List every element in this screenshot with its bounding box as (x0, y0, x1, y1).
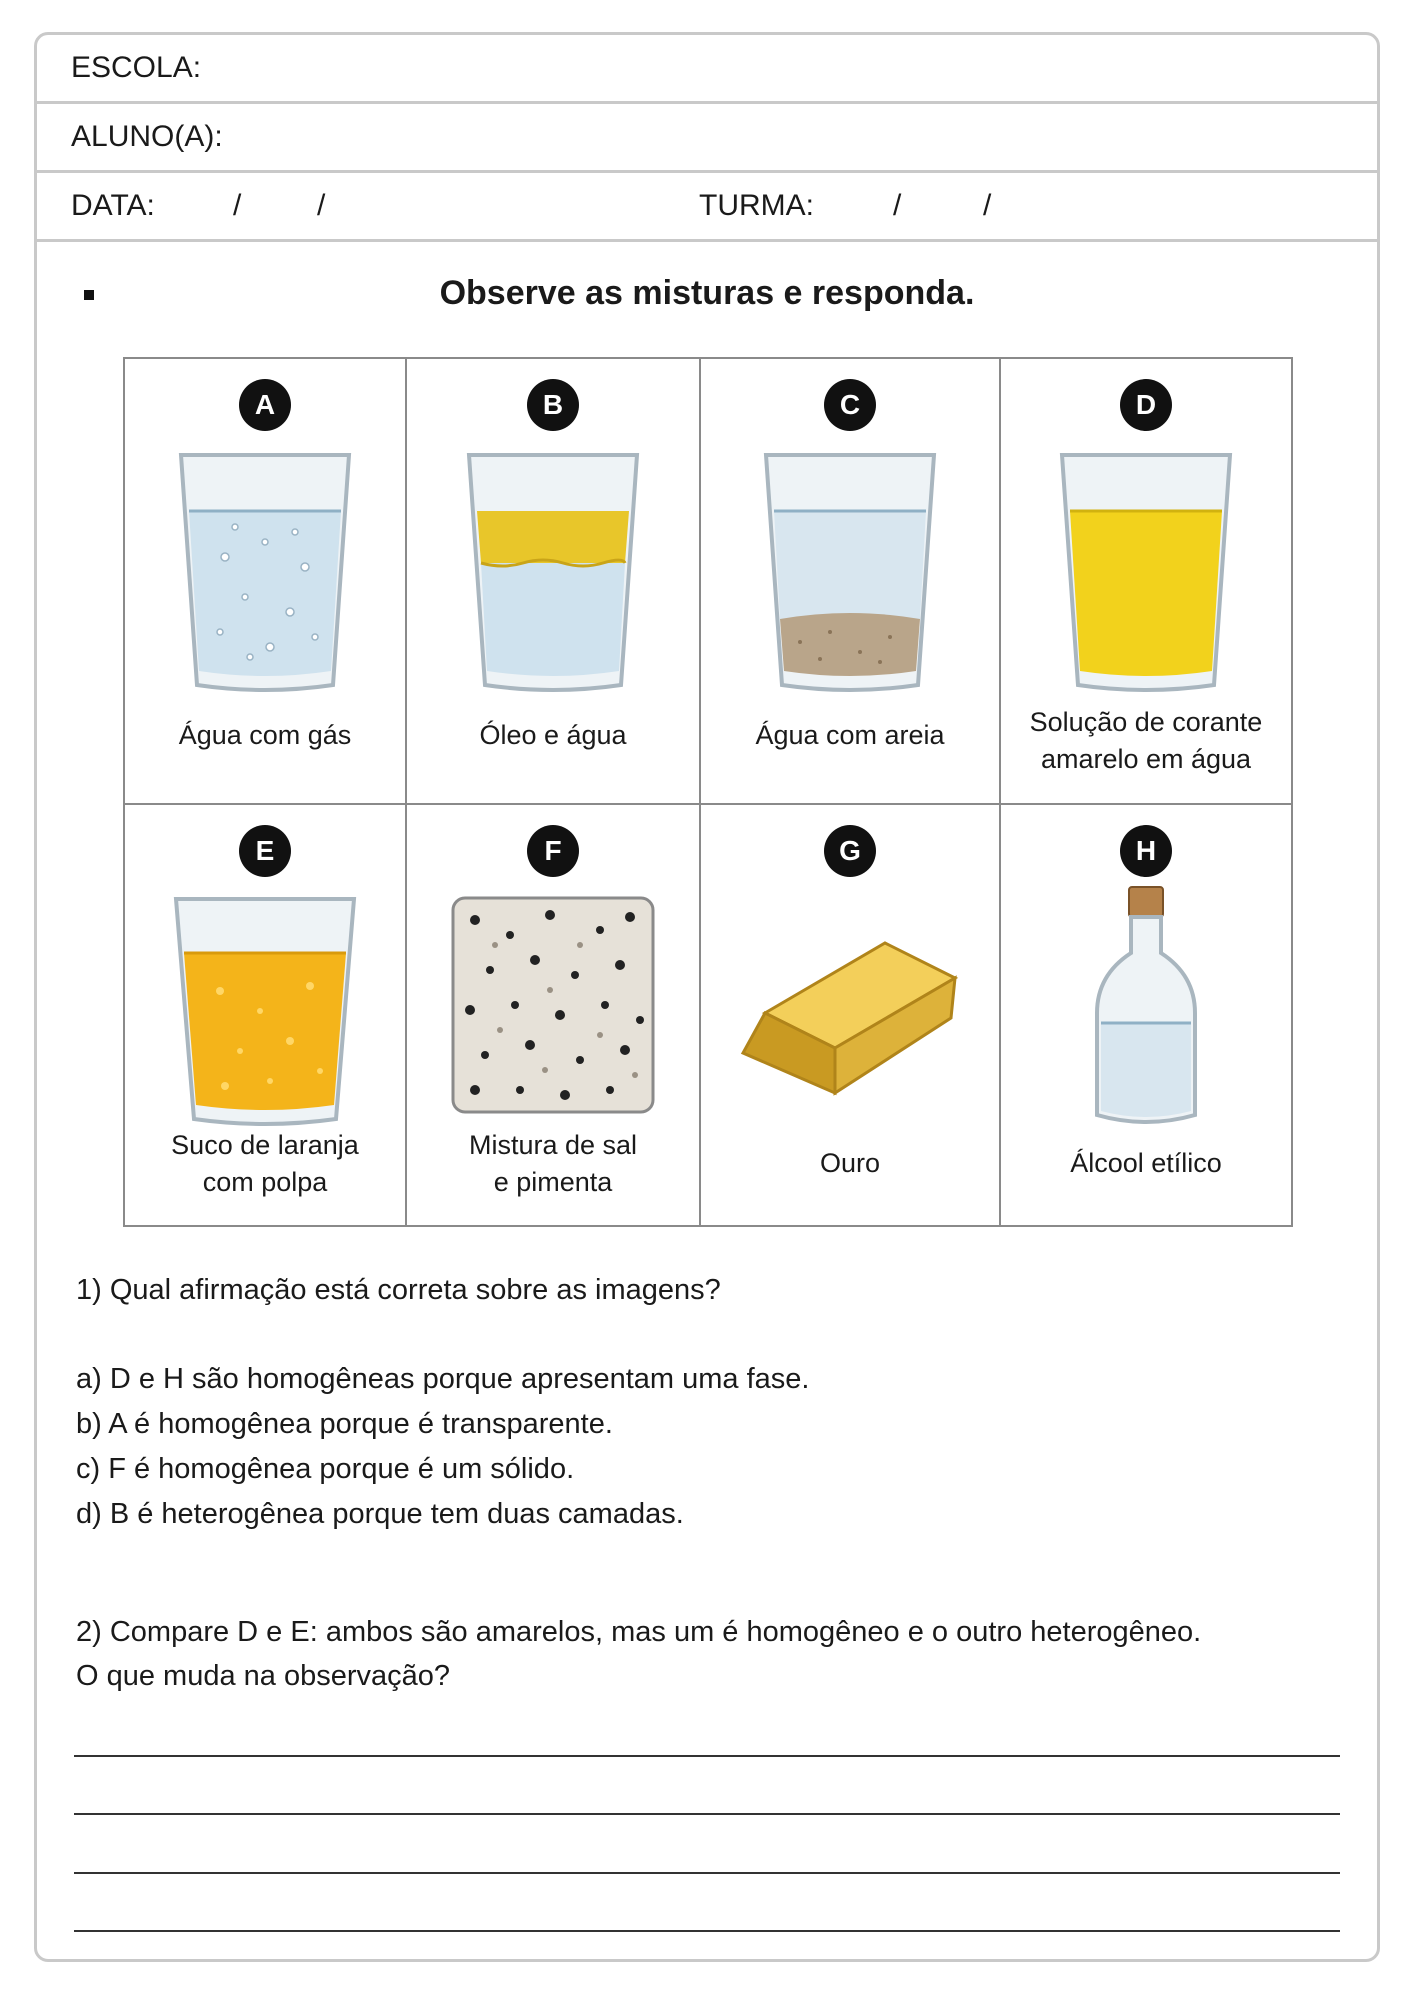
caption-line: Álcool etílico (1070, 1148, 1222, 1178)
mixtures-grid (123, 357, 1293, 1227)
letter-badge-c: C (824, 379, 876, 431)
class-label: TURMA: (699, 189, 814, 222)
water-with-sand-glass-icon (760, 447, 940, 702)
caption-line: Mistura de sal (468, 1130, 638, 1160)
school-row (37, 35, 1377, 104)
question-1-prompt: 1) Qual afirmação está correta sobre as imagens? (76, 1274, 721, 1306)
mixture-cell-b (406, 358, 700, 804)
student-label: ALUNO(A): (71, 120, 223, 153)
letter-badge-g: G (824, 825, 876, 877)
mixture-caption-f (407, 1127, 699, 1201)
caption-line: Óleo e água (479, 720, 627, 750)
yellow-solution-glass-icon (1056, 447, 1236, 702)
mixture-caption-d (1001, 704, 1291, 778)
mixture-cell-d (1000, 358, 1292, 804)
mixture-caption-c (701, 717, 999, 754)
salt-and-pepper-icon (450, 895, 656, 1120)
caption-line: Água com gás (178, 720, 352, 750)
caption-line: Suco de laranja (171, 1130, 359, 1160)
caption-line: Água com areia (755, 720, 945, 750)
orange-juice-glass-icon (170, 891, 360, 1136)
mixture-cell-h (1000, 804, 1292, 1226)
school-label: ESCOLA: (71, 51, 202, 84)
sparkling-water-glass-icon (175, 447, 355, 702)
alcohol-bottle-icon (1091, 883, 1201, 1138)
letter-badge-e: E (239, 825, 291, 877)
gold-bar-icon (735, 923, 965, 1108)
answer-line[interactable] (74, 1755, 1340, 1757)
letter-badge-b: B (527, 379, 579, 431)
date-label: DATA: (71, 189, 155, 222)
letter-badge-h: H (1120, 825, 1172, 877)
mixture-caption-a (125, 717, 405, 754)
caption-line: amarelo em água (1040, 744, 1252, 774)
question-1-option-d: d) B é heterogênea porque tem duas camadas. (76, 1498, 684, 1530)
mixture-caption-e (125, 1127, 405, 1201)
mixture-cell-a (124, 358, 406, 804)
date-slash: / (317, 189, 326, 222)
class-slash: / (893, 189, 902, 222)
question-1-option-c: c) F é homogênea porque é um sólido. (76, 1453, 575, 1485)
date-slash: / (233, 189, 242, 222)
mixture-cell-f (406, 804, 700, 1226)
mixture-caption-g (701, 1145, 999, 1182)
date-row (37, 173, 1377, 242)
question-1-option-a: a) D e H são homogêneas porque apresentam uma fase. (76, 1363, 810, 1395)
caption-line: Solução de corante (1029, 707, 1263, 737)
mixture-caption-b (407, 717, 699, 754)
question-2-prompt: 2) Compare D e E: ambos são amarelos, mas um é homogêneo e o outro heterogêneo. (76, 1616, 1202, 1648)
answer-line[interactable] (74, 1872, 1340, 1874)
caption-line: com polpa (202, 1167, 328, 1197)
caption-line: e pimenta (493, 1167, 613, 1197)
letter-badge-f: F (527, 825, 579, 877)
answer-line[interactable] (74, 1930, 1340, 1932)
letter-badge-d: D (1120, 379, 1172, 431)
question-1-option-b: b) A é homogênea porque é transparente. (76, 1408, 613, 1440)
question-2-prompt: O que muda na observação? (76, 1660, 451, 1692)
class-slash: / (983, 189, 992, 222)
mixture-caption-h (1001, 1145, 1291, 1182)
mixture-cell-c (700, 358, 1000, 804)
caption-line: Ouro (819, 1148, 881, 1178)
letter-badge-a: A (239, 379, 291, 431)
student-row (37, 104, 1377, 173)
oil-and-water-glass-icon (463, 447, 643, 702)
answer-line[interactable] (74, 1813, 1340, 1815)
mixture-cell-e (124, 804, 406, 1226)
instruction-title: Observe as misturas e responda. (439, 274, 975, 312)
mixture-cell-g (700, 804, 1000, 1226)
